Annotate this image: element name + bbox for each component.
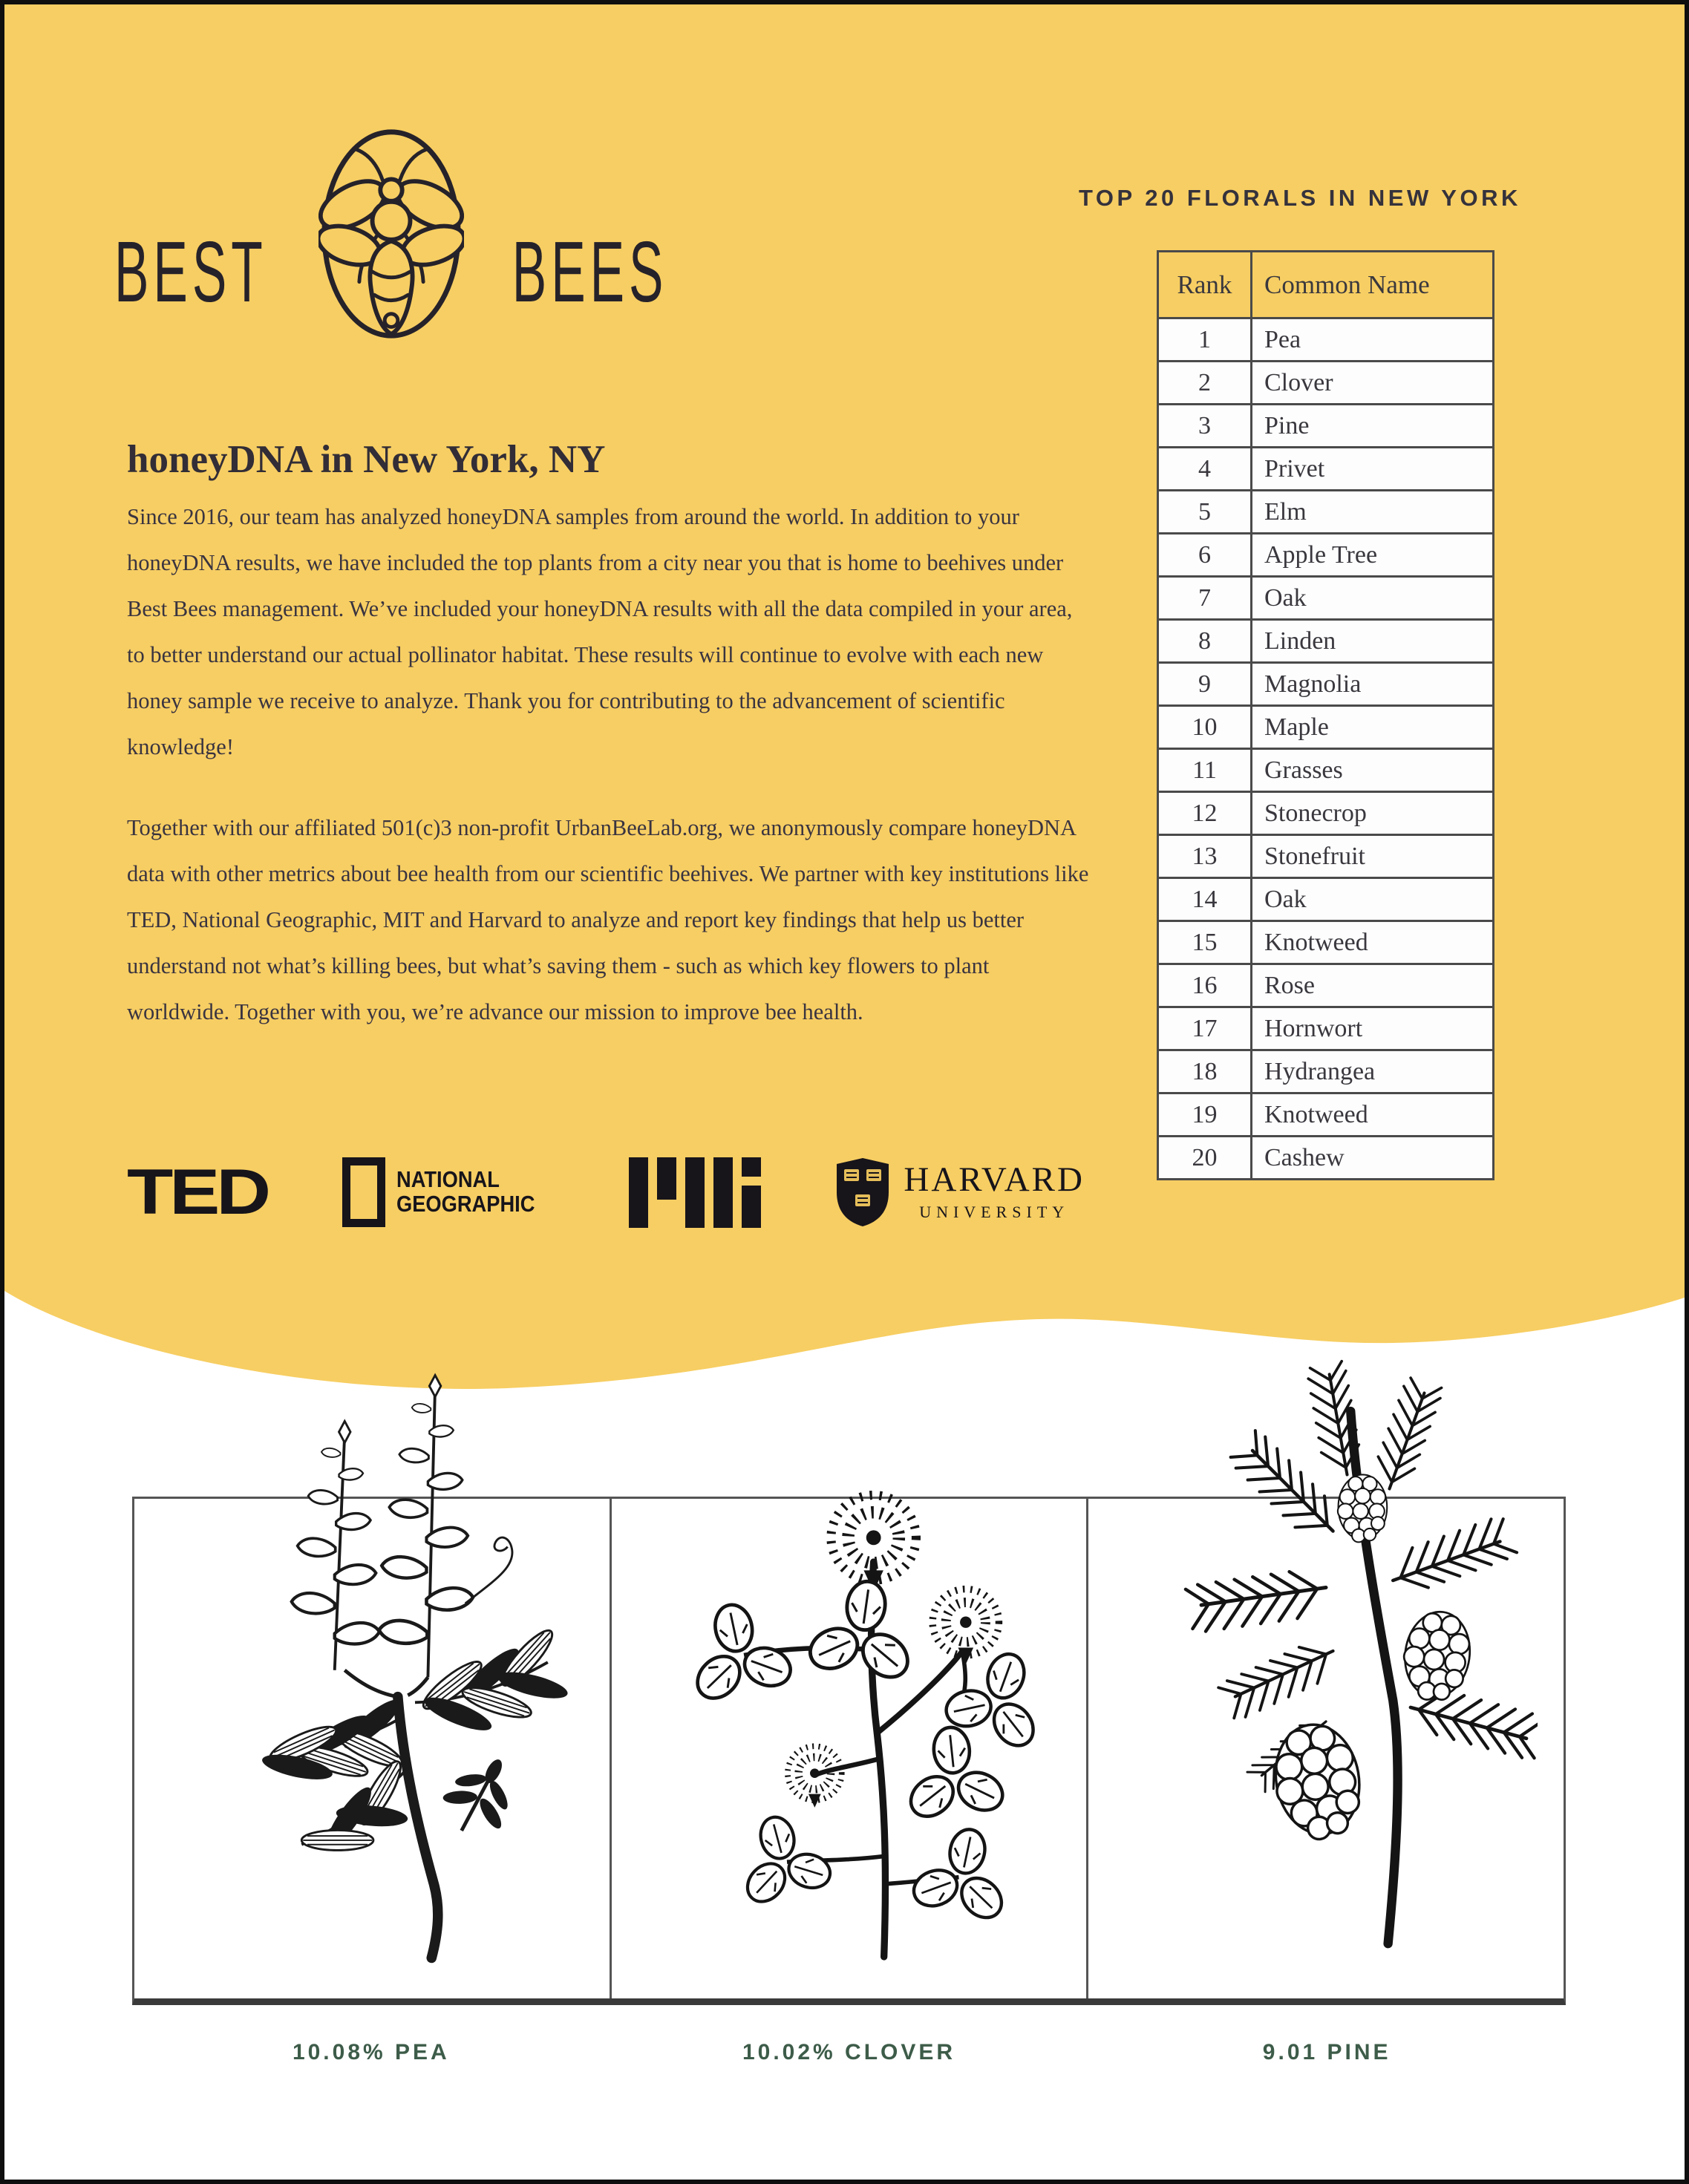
harvard-logo: [835, 1157, 1085, 1228]
table-row: 4 Privet: [1158, 448, 1494, 491]
table-row: 18 Hydrangea: [1158, 1050, 1494, 1093]
article-paragraph: Together with our affiliated 501(c)3 non-profit UrbanBeeLab.org, we anonymously compare honeyDNA data with other metrics about bee health from our scientific beehives. We partner with key institutions like TED, National Geographic, MIT and Harvard to analyze and report key findings that help us better understand not what’s killing bees, but what’s saving them - such as which key flowers to plant worldwide. Together with you, we’re advance our mission to improve bee health.: [127, 815, 1089, 1025]
table-row: 14 Oak: [1158, 878, 1494, 921]
table-row: 19 Knotweed: [1158, 1093, 1494, 1137]
natgeo-line1: NATIONAL: [396, 1166, 500, 1193]
specimen-label-pea: 10.08% PEA: [292, 2040, 450, 2064]
national-geographic-logo: [342, 1157, 554, 1227]
table-header-row: [1158, 252, 1494, 318]
florals-heading: TOP 20 FLORALS IN NEW YORK: [1079, 185, 1521, 211]
natgeo-frame-icon: [342, 1157, 385, 1227]
partner-logos: [127, 1155, 1085, 1229]
specimen-box-clover: [612, 1499, 1089, 1998]
table-row: 13 Stonefruit: [1158, 835, 1494, 878]
table-row: 6 Apple Tree: [1158, 534, 1494, 577]
specimen-box-pine: [1088, 1499, 1564, 1998]
pea-illustration: [157, 1356, 587, 1978]
article-body: [127, 494, 1092, 1071]
article-paragraph: Since 2016, our team has analyzed honeyDNA samples from around the world. In addition to your honeyDNA results, we have included the top plants from a city near you that is home to beehives under Best Bees management. We’ve included your honeyDNA results with all the data compiled in your area, to better understand our actual pollinator habitat. These results will continue to evolve with each new honey sample we receive to analyze. Thank you for contributing to the advancement of scientific knowledge!: [127, 504, 1073, 759]
table-row: 17 Hornwort: [1158, 1007, 1494, 1050]
table-row: 12 Stonecrop: [1158, 792, 1494, 835]
specimen-labels: [132, 2040, 1566, 2065]
table-row: 16 Rose: [1158, 964, 1494, 1007]
specimen-label-pine: 9.01 PINE: [1262, 2040, 1391, 2064]
best-bees-logo: [114, 122, 667, 344]
table-row: 9 Magnolia: [1158, 663, 1494, 706]
clover-illustration: [641, 1458, 1057, 1978]
table-row: 7 Oak: [1158, 577, 1494, 620]
bee-icon: [318, 122, 464, 343]
mit-logo-icon: [629, 1157, 761, 1228]
harvard-shield-icon: [835, 1157, 890, 1228]
specimen-boxes: [132, 1497, 1566, 2005]
table-row: 15 Knotweed: [1158, 921, 1494, 964]
specimen-box-pea: [134, 1499, 612, 1998]
pine-illustration: [1114, 1353, 1538, 1978]
table-row: 3 Pine: [1158, 405, 1494, 448]
table-row: 2 Clover: [1158, 362, 1494, 405]
column-header-rank: Rank: [1158, 252, 1252, 318]
ted-logo: TED: [127, 1155, 267, 1228]
harvard-name: HARVARD: [904, 1160, 1085, 1199]
page-title: honeyDNA in New York, NY: [127, 438, 606, 481]
table-row: 1 Pea: [1158, 318, 1494, 362]
table-row: 5 Elm: [1158, 491, 1494, 534]
table-row: 10 Maple: [1158, 706, 1494, 749]
column-header-common-name: Common Name: [1252, 252, 1494, 318]
specimen-label-clover: 10.02% CLOVER: [742, 2040, 956, 2064]
natgeo-line2: GEOGRAPHIC: [396, 1191, 535, 1217]
florals-table: [1157, 250, 1494, 1180]
brand-word-best: BEST: [114, 223, 267, 320]
table-row: 20 Cashew: [1158, 1137, 1494, 1180]
table-row: 11 Grasses: [1158, 749, 1494, 792]
brand-word-bees: BEES: [512, 223, 667, 320]
harvard-subtitle: UNIVERSITY: [919, 1203, 1070, 1221]
table-row: 8 Linden: [1158, 620, 1494, 663]
